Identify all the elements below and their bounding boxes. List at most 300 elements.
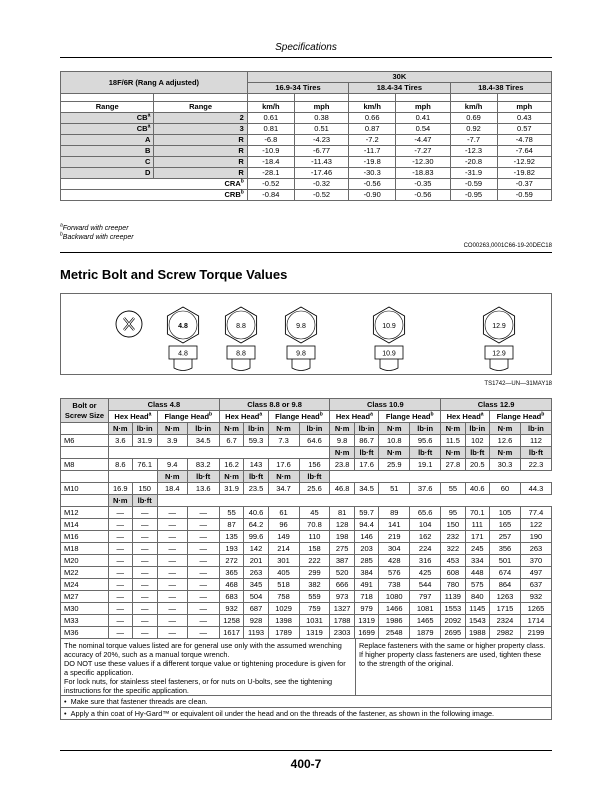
superscript-marker: a — [147, 112, 151, 119]
torque-value: — — [187, 567, 219, 579]
torque-value: — — [157, 543, 187, 555]
blank-cell — [109, 447, 133, 459]
range-cell: 2 — [154, 113, 247, 124]
torque-value: 25.6 — [299, 483, 330, 495]
torque-value: — — [132, 579, 157, 591]
speed-value: -7.64 — [497, 146, 551, 157]
torque-value: 122 — [520, 519, 551, 531]
torque-row — [61, 591, 552, 603]
blank-cell — [157, 447, 187, 459]
note-paragraph: For lock nuts, for stainless steel fasteners, or for nuts on U-bolts, see the tightening instructions for the specific application. — [64, 677, 333, 695]
torque-value: 224 — [410, 543, 441, 555]
hex-head-header: Hex Head$^a$ — [330, 411, 379, 423]
torque-value: 275 — [330, 543, 354, 555]
speed-row — [61, 113, 552, 124]
torque-value: 272 — [219, 555, 244, 567]
unit-header: N·m — [441, 447, 465, 459]
unit-header: lb·ft — [132, 495, 157, 507]
blank-cell — [379, 495, 410, 507]
torque-value: 165 — [490, 519, 521, 531]
size-cell: M16 — [61, 531, 109, 543]
torque-value: 96 — [268, 519, 299, 531]
speed-table — [60, 71, 552, 201]
unit-header: lb·in — [354, 423, 378, 435]
torque-value: 64.2 — [244, 519, 268, 531]
torque-value: 1789 — [268, 627, 299, 639]
blank-cell — [410, 495, 441, 507]
superscript-marker: a — [148, 411, 152, 417]
page-number: 400-7 — [290, 757, 322, 771]
torque-value: 55 — [441, 483, 465, 495]
speed-row — [61, 168, 552, 179]
torque-value: — — [157, 507, 187, 519]
speed-column-header: Range — [61, 102, 154, 113]
torque-value: 2982 — [490, 627, 521, 639]
size-cell: M18 — [61, 543, 109, 555]
torque-value: 285 — [354, 555, 378, 567]
superscript-marker: b — [430, 411, 434, 417]
torque-value: — — [157, 603, 187, 615]
class-header: Class 4.8 — [109, 399, 220, 411]
size-cell: M24 — [61, 579, 109, 591]
torque-value: 60 — [490, 483, 521, 495]
torque-value: — — [109, 627, 133, 639]
torque-value: 316 — [410, 555, 441, 567]
torque-row — [61, 459, 552, 471]
torque-value: 9.4 — [157, 459, 187, 471]
torque-value: 171 — [465, 531, 489, 543]
torque-value: 59.7 — [354, 507, 378, 519]
torque-value: 150 — [441, 519, 465, 531]
torque-value: 2303 — [330, 627, 354, 639]
torque-value: 299 — [299, 567, 330, 579]
torque-value: 214 — [268, 543, 299, 555]
speed-row — [61, 135, 552, 146]
torque-value: 59.3 — [244, 435, 268, 447]
torque-value: 1543 — [465, 615, 489, 627]
unit-header: lb·ft — [354, 447, 378, 459]
flange-head-header: Flange Head$^b$ — [268, 411, 330, 423]
torque-value: 95 — [441, 507, 465, 519]
torque-value: 156 — [299, 459, 330, 471]
note-paragraph: The nominal torque values listed are for general use only with the assumed wrenching accuracy of 20%, such as a manual torque wrench. — [64, 641, 342, 659]
notes-divider — [355, 639, 356, 695]
blank-cell — [219, 495, 244, 507]
speed-value: -19.8 — [349, 157, 396, 168]
blank-cell — [294, 94, 348, 102]
speed-value: -0.84 — [247, 190, 294, 201]
torque-value: 87 — [219, 519, 244, 531]
tire-header: 18.4-38 Tires — [450, 83, 551, 94]
torque-value: 425 — [410, 567, 441, 579]
speed-value: -0.59 — [497, 190, 551, 201]
torque-value: 666 — [330, 579, 354, 591]
torque-value: 2324 — [490, 615, 521, 627]
torque-value: 16.9 — [109, 483, 133, 495]
unit-header: lb·ft — [244, 471, 268, 483]
torque-value: — — [109, 543, 133, 555]
speed-value: -6.77 — [294, 146, 348, 157]
torque-value: 31.9 — [219, 483, 244, 495]
torque-value: — — [109, 531, 133, 543]
torque-value: — — [132, 567, 157, 579]
torque-value: 8.6 — [109, 459, 133, 471]
torque-value: 10.8 — [379, 435, 410, 447]
torque-value: 112 — [520, 435, 551, 447]
torque-value: 158 — [299, 543, 330, 555]
speed-value: 0.92 — [450, 124, 497, 135]
blank-cell — [61, 447, 109, 459]
torque-value: 222 — [299, 555, 330, 567]
blank-cell — [410, 471, 441, 483]
size-cell: M20 — [61, 555, 109, 567]
blank-cell — [299, 495, 330, 507]
torque-value: 683 — [219, 591, 244, 603]
speed-column-header: mph — [497, 102, 551, 113]
speed-column-header: mph — [396, 102, 450, 113]
torque-value: 932 — [219, 603, 244, 615]
superscript-marker: a — [147, 123, 151, 130]
torque-value: 2092 — [441, 615, 465, 627]
grade-side-label: 12.9 — [492, 350, 506, 358]
range-cell: R — [154, 157, 247, 168]
torque-value: 190 — [520, 531, 551, 543]
speed-value: -0.90 — [349, 190, 396, 201]
torque-value: — — [187, 519, 219, 531]
speed-value: -7.2 — [349, 135, 396, 146]
speed-table-code: CO00263,0001C66-19-20DEC18 — [463, 243, 552, 249]
torque-value: 61 — [268, 507, 299, 519]
superscript-marker: b — [319, 411, 323, 417]
torque-value: — — [187, 531, 219, 543]
speed-value: -30.3 — [349, 168, 396, 179]
blank-cell — [268, 495, 299, 507]
speed-value: -31.9 — [450, 168, 497, 179]
blank-cell — [490, 471, 521, 483]
range-cell: 3 — [154, 124, 247, 135]
size-cell: M27 — [61, 591, 109, 603]
torque-value: 520 — [330, 567, 354, 579]
torque-value: — — [132, 591, 157, 603]
bullet-item: • Make sure that fastener threads are clean. — [60, 695, 552, 708]
bolt-head-9-8-icon — [285, 307, 316, 371]
class-header: Class 10.9 — [330, 399, 441, 411]
grade-side-label: 8.8 — [236, 350, 246, 358]
torque-value: 1465 — [410, 615, 441, 627]
torque-value: 20.5 — [465, 459, 489, 471]
unit-header: lb·in — [299, 423, 330, 435]
tire-header: 18.4-34 Tires — [349, 83, 450, 94]
torque-value: 1081 — [410, 603, 441, 615]
torque-value: 1715 — [490, 603, 521, 615]
speed-value: -28.1 — [247, 168, 294, 179]
bolt-heads-svg — [61, 294, 551, 374]
superscript-marker: b — [240, 178, 244, 185]
unit-header: lb·in — [244, 423, 268, 435]
torque-value: — — [157, 627, 187, 639]
size-cell: M36 — [61, 627, 109, 639]
blank-cell — [219, 447, 244, 459]
torque-value: 135 — [219, 531, 244, 543]
torque-value: 143 — [244, 459, 268, 471]
torque-value: 31.9 — [132, 435, 157, 447]
speed-column-header: Range — [154, 102, 247, 113]
range-cell: B — [61, 146, 154, 157]
torque-value: — — [132, 603, 157, 615]
torque-value: — — [109, 603, 133, 615]
unit-header: N·m — [441, 423, 465, 435]
torque-row — [61, 579, 552, 591]
torque-value: 608 — [441, 567, 465, 579]
torque-value: 19.1 — [410, 459, 441, 471]
speed-value: -4.78 — [497, 135, 551, 146]
blank-cell — [330, 471, 354, 483]
torque-value: 1080 — [379, 591, 410, 603]
speed-column-header: km/h — [247, 102, 294, 113]
torque-value: 780 — [441, 579, 465, 591]
torque-value: 2548 — [379, 627, 410, 639]
size-cell: M10 — [61, 483, 109, 495]
torque-value: 559 — [299, 591, 330, 603]
torque-value: 150 — [132, 483, 157, 495]
speed-value: 0.61 — [247, 113, 294, 124]
blank-cell — [244, 495, 268, 507]
torque-value: — — [132, 543, 157, 555]
torque-value: 128 — [330, 519, 354, 531]
torque-value: 301 — [268, 555, 299, 567]
unit-header: lb·in — [132, 423, 157, 435]
torque-value: 219 — [379, 531, 410, 543]
unit-header: N·m — [157, 423, 187, 435]
torque-value: 102 — [465, 435, 489, 447]
torque-value: 345 — [244, 579, 268, 591]
torque-value: — — [132, 519, 157, 531]
torque-value: 1145 — [465, 603, 489, 615]
torque-value: 797 — [410, 591, 441, 603]
torque-value: 864 — [490, 579, 521, 591]
speed-value: -17.46 — [294, 168, 348, 179]
torque-value: — — [157, 615, 187, 627]
unit-header: lb·ft — [520, 447, 551, 459]
torque-value: 576 — [379, 567, 410, 579]
torque-value: — — [157, 579, 187, 591]
page-header-title: Specifications — [275, 42, 337, 53]
hex-head-header: Hex Head$^a$ — [441, 411, 490, 423]
speed-value: -12.3 — [450, 146, 497, 157]
unit-header: N·m — [330, 423, 354, 435]
torque-value: 322 — [441, 543, 465, 555]
speed-value: -20.8 — [450, 157, 497, 168]
blank-cell — [187, 447, 219, 459]
torque-value: 1398 — [268, 615, 299, 627]
blank-cell — [247, 94, 294, 102]
superscript-marker: b — [541, 411, 545, 417]
class-header: Class 8.8 or 9.8 — [219, 399, 330, 411]
torque-value: 94.4 — [354, 519, 378, 531]
torque-value: 575 — [465, 579, 489, 591]
torque-value: 1617 — [219, 627, 244, 639]
speed-value: -12.92 — [497, 157, 551, 168]
torque-value: 518 — [268, 579, 299, 591]
flange-head-header: Flange Head$^b$ — [379, 411, 441, 423]
unit-header: N·m — [219, 471, 244, 483]
torque-value: 738 — [379, 579, 410, 591]
torque-value: 37.6 — [410, 483, 441, 495]
grade-label: 10.9 — [382, 323, 396, 330]
torque-value: — — [187, 603, 219, 615]
range-cell: CRA$^b$ — [61, 179, 248, 190]
torque-value: 387 — [330, 555, 354, 567]
torque-value: 162 — [410, 531, 441, 543]
torque-value: 263 — [244, 567, 268, 579]
torque-row — [61, 567, 552, 579]
speed-value: -0.37 — [497, 179, 551, 190]
torque-value: 23.5 — [244, 483, 268, 495]
speed-value: -19.82 — [497, 168, 551, 179]
torque-value: 89 — [379, 507, 410, 519]
torque-value: 1193 — [244, 627, 268, 639]
torque-value: 40.6 — [244, 507, 268, 519]
grade-side-label: 10.9 — [382, 350, 396, 358]
speed-value: -0.56 — [349, 179, 396, 190]
blank-cell — [497, 94, 551, 102]
torque-value: 81 — [330, 507, 354, 519]
torque-value: 23.8 — [330, 459, 354, 471]
blank-cell — [154, 94, 247, 102]
speed-column-header: mph — [294, 102, 348, 113]
speed-value: -11.43 — [294, 157, 348, 168]
blank-cell — [157, 495, 187, 507]
torque-value: 110 — [299, 531, 330, 543]
unit-header: lb·in — [520, 423, 551, 435]
blank-cell — [268, 447, 299, 459]
torque-value: — — [187, 627, 219, 639]
footnote-a-text: Forward with creeper — [62, 225, 129, 232]
torque-value: 77.4 — [520, 507, 551, 519]
torque-value: 544 — [410, 579, 441, 591]
torque-value: 22.3 — [520, 459, 551, 471]
speed-value: -11.7 — [349, 146, 396, 157]
torque-value: 2199 — [520, 627, 551, 639]
speed-value: -4.47 — [396, 135, 450, 146]
speed-column-header: km/h — [450, 102, 497, 113]
class-header: Class 12.9 — [441, 399, 552, 411]
footnote-b-marker: b — [60, 231, 63, 238]
speed-value: -0.52 — [247, 179, 294, 190]
blank-cell — [520, 471, 551, 483]
torque-value: 1031 — [299, 615, 330, 627]
superscript-marker: a — [480, 411, 484, 417]
grade-side-label: 9.8 — [296, 350, 306, 358]
unit-header: lb·in — [410, 423, 441, 435]
torque-value: 453 — [441, 555, 465, 567]
footnote-backward — [60, 231, 134, 241]
torque-value: 141 — [379, 519, 410, 531]
torque-value: — — [132, 531, 157, 543]
unit-header: N·m — [490, 447, 521, 459]
torque-value: 83.2 — [187, 459, 219, 471]
torque-value: 928 — [244, 615, 268, 627]
speed-value: -0.56 — [396, 190, 450, 201]
torque-value: 257 — [490, 531, 521, 543]
unit-row — [61, 447, 552, 459]
speed-value: -0.95 — [450, 190, 497, 201]
torque-value: 86.7 — [354, 435, 378, 447]
torque-value: 497 — [520, 567, 551, 579]
blank-cell — [379, 471, 410, 483]
torque-value: 1879 — [410, 627, 441, 639]
torque-row — [61, 531, 552, 543]
torque-value: 1139 — [441, 591, 465, 603]
torque-value: 104 — [410, 519, 441, 531]
torque-value: 979 — [354, 603, 378, 615]
blank-cell — [187, 495, 219, 507]
header-rule — [60, 57, 552, 58]
blank-cell — [354, 495, 378, 507]
torque-row — [61, 543, 552, 555]
torque-value: 718 — [354, 591, 378, 603]
torque-value: 95.6 — [410, 435, 441, 447]
footer-rule — [60, 750, 552, 751]
bolt-head-4-8-icon — [167, 307, 198, 371]
unit-header: N·m — [490, 423, 521, 435]
torque-value: 34.7 — [268, 483, 299, 495]
size-cell: M14 — [61, 519, 109, 531]
footnote-a-marker: a — [60, 222, 63, 229]
size-cell: M8 — [61, 459, 109, 471]
torque-value: 1265 — [520, 603, 551, 615]
torque-value: 64.6 — [299, 435, 330, 447]
torque-row — [61, 555, 552, 567]
torque-value: 1699 — [354, 627, 378, 639]
torque-value: 55 — [219, 507, 244, 519]
torque-value: — — [187, 555, 219, 567]
size-header: Bolt or Screw Size — [61, 399, 109, 423]
cross-head-icon — [116, 311, 142, 337]
speed-value: 0.38 — [294, 113, 348, 124]
blank-cell — [450, 94, 497, 102]
torque-value: 99.6 — [244, 531, 268, 543]
torque-value: 501 — [490, 555, 521, 567]
torque-value: 1553 — [441, 603, 465, 615]
torque-value: 34.5 — [354, 483, 378, 495]
torque-value: — — [187, 543, 219, 555]
torque-row — [61, 603, 552, 615]
unit-row — [61, 471, 552, 483]
torque-row — [61, 519, 552, 531]
torque-row — [61, 507, 552, 519]
torque-value: 1714 — [520, 615, 551, 627]
torque-value: — — [157, 555, 187, 567]
blank-cell — [61, 94, 154, 102]
speed-value: 0.51 — [294, 124, 348, 135]
torque-value: 149 — [268, 531, 299, 543]
torque-value: — — [109, 519, 133, 531]
note-paragraph: DO NOT use these values if a different torque value or tightening procedure is given for a specific application. — [64, 659, 346, 677]
unit-header: lb·ft — [299, 471, 330, 483]
speed-column-header: km/h — [349, 102, 396, 113]
grade-side-label: 4.8 — [178, 350, 188, 358]
torque-value: 1466 — [379, 603, 410, 615]
speed-value: -0.32 — [294, 179, 348, 190]
unit-header: N·m — [109, 423, 133, 435]
torque-value: 1788 — [330, 615, 354, 627]
torque-value: — — [132, 627, 157, 639]
torque-value: 70.1 — [465, 507, 489, 519]
range-cell: CRB$^b$ — [61, 190, 248, 201]
torque-value: 76.1 — [132, 459, 157, 471]
torque-value: 1258 — [219, 615, 244, 627]
